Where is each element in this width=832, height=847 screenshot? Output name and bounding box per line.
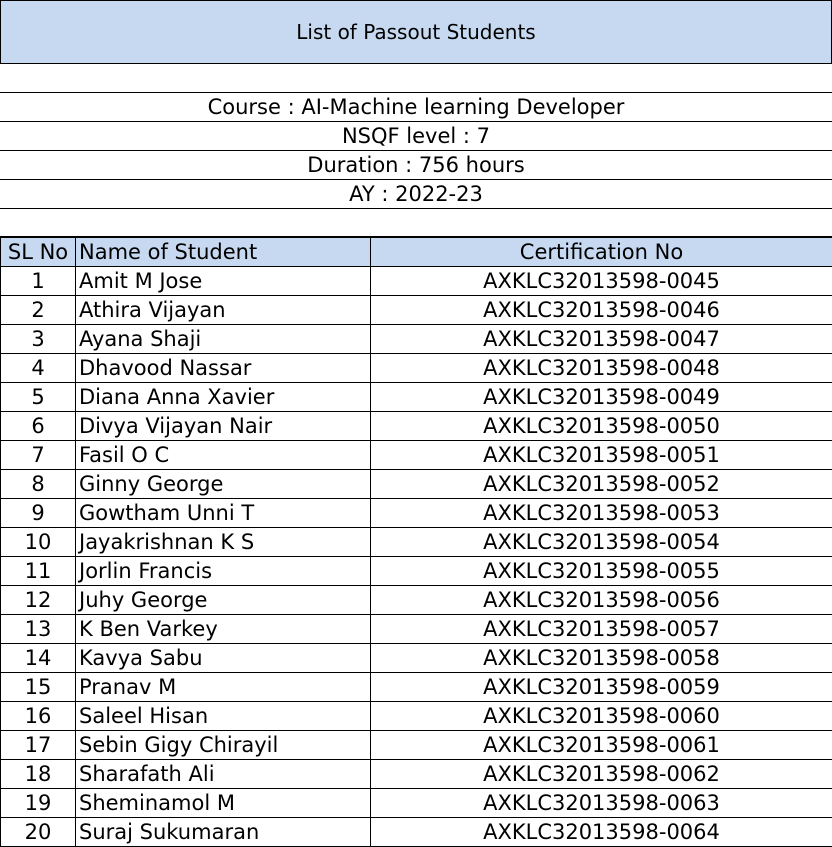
- certification-no-cell[interactable]: AXKLC32013598-0053: [371, 499, 832, 528]
- sl-no-cell[interactable]: 9: [1, 499, 76, 528]
- table-row: [1, 383, 832, 412]
- duration-cell[interactable]: [0, 151, 832, 180]
- sl-no-cell[interactable]: 4: [1, 354, 76, 383]
- students-table: [0, 237, 832, 847]
- sl-no-cell[interactable]: 17: [1, 731, 76, 760]
- page-title-cell[interactable]: [0, 0, 832, 64]
- sl-no-cell[interactable]: 15: [1, 673, 76, 702]
- table-row: [1, 615, 832, 644]
- course-text: Course : AI-Machine learning Developer: [207, 95, 625, 119]
- sl-no-cell[interactable]: 11: [1, 557, 76, 586]
- table-row: [1, 789, 832, 818]
- duration-text: Duration : 756 hours: [307, 153, 525, 177]
- table-row: [1, 528, 832, 557]
- student-name-cell[interactable]: Dhavood Nassar: [76, 354, 371, 383]
- certification-no-cell[interactable]: AXKLC32013598-0063: [371, 789, 832, 818]
- course-cell[interactable]: [0, 93, 832, 122]
- blank-row[interactable]: [0, 64, 832, 93]
- table-row: [1, 818, 832, 847]
- sl-no-cell[interactable]: 2: [1, 296, 76, 325]
- certification-no-cell[interactable]: AXKLC32013598-0055: [371, 557, 832, 586]
- header-certification-no[interactable]: Certification No: [371, 238, 832, 267]
- student-name-cell[interactable]: Sebin Gigy Chirayil: [76, 731, 371, 760]
- page-title: List of Passout Students: [296, 20, 536, 44]
- certification-no-cell[interactable]: AXKLC32013598-0052: [371, 470, 832, 499]
- sl-no-cell[interactable]: 5: [1, 383, 76, 412]
- table-row: [1, 470, 832, 499]
- header-sl-no[interactable]: SL No: [1, 238, 76, 267]
- student-name-cell[interactable]: Sharafath Ali: [76, 760, 371, 789]
- student-name-cell[interactable]: Jayakrishnan K S: [76, 528, 371, 557]
- sl-no-cell[interactable]: 6: [1, 412, 76, 441]
- sl-no-cell[interactable]: 20: [1, 818, 76, 847]
- certification-no-cell[interactable]: AXKLC32013598-0057: [371, 615, 832, 644]
- certification-no-cell[interactable]: AXKLC32013598-0047: [371, 325, 832, 354]
- table-row: [1, 354, 832, 383]
- certification-no-cell[interactable]: AXKLC32013598-0046: [371, 296, 832, 325]
- certification-no-cell[interactable]: AXKLC32013598-0064: [371, 818, 832, 847]
- table-row: [1, 702, 832, 731]
- student-name-cell[interactable]: Gowtham Unni T: [76, 499, 371, 528]
- certification-no-cell[interactable]: AXKLC32013598-0060: [371, 702, 832, 731]
- certification-no-cell[interactable]: AXKLC32013598-0048: [371, 354, 832, 383]
- certification-no-cell[interactable]: AXKLC32013598-0058: [371, 644, 832, 673]
- student-name-cell[interactable]: Sheminamol M: [76, 789, 371, 818]
- certification-no-cell[interactable]: AXKLC32013598-0062: [371, 760, 832, 789]
- academic-year-text: AY : 2022-23: [349, 182, 483, 206]
- table-row: [1, 557, 832, 586]
- certification-no-cell[interactable]: AXKLC32013598-0051: [371, 441, 832, 470]
- table-header-row: [1, 238, 832, 267]
- table-row: [1, 673, 832, 702]
- nsqf-cell[interactable]: [0, 122, 832, 151]
- student-name-cell[interactable]: Jorlin Francis: [76, 557, 371, 586]
- header-student-name[interactable]: Name of Student: [76, 238, 371, 267]
- student-name-cell[interactable]: Ayana Shaji: [76, 325, 371, 354]
- student-name-cell[interactable]: Ginny George: [76, 470, 371, 499]
- student-name-cell[interactable]: Fasil O C: [76, 441, 371, 470]
- sl-no-cell[interactable]: 1: [1, 267, 76, 296]
- sl-no-cell[interactable]: 19: [1, 789, 76, 818]
- certification-no-cell[interactable]: AXKLC32013598-0049: [371, 383, 832, 412]
- certification-no-cell[interactable]: AXKLC32013598-0059: [371, 673, 832, 702]
- student-name-cell[interactable]: Athira Vijayan: [76, 296, 371, 325]
- student-name-cell[interactable]: Diana Anna Xavier: [76, 383, 371, 412]
- table-row: [1, 267, 832, 296]
- nsqf-text: NSQF level : 7: [341, 124, 491, 148]
- table-row: [1, 760, 832, 789]
- table-row: [1, 296, 832, 325]
- certification-no-cell[interactable]: AXKLC32013598-0054: [371, 528, 832, 557]
- sl-no-cell[interactable]: 18: [1, 760, 76, 789]
- sl-no-cell[interactable]: 3: [1, 325, 76, 354]
- table-row: [1, 586, 832, 615]
- table-row: [1, 731, 832, 760]
- certification-no-cell[interactable]: AXKLC32013598-0050: [371, 412, 832, 441]
- table-row: [1, 644, 832, 673]
- certification-no-cell[interactable]: AXKLC32013598-0045: [371, 267, 832, 296]
- sl-no-cell[interactable]: 7: [1, 441, 76, 470]
- certification-no-cell[interactable]: AXKLC32013598-0056: [371, 586, 832, 615]
- student-name-cell[interactable]: Saleel Hisan: [76, 702, 371, 731]
- certification-no-cell[interactable]: AXKLC32013598-0061: [371, 731, 832, 760]
- student-name-cell[interactable]: K Ben Varkey: [76, 615, 371, 644]
- sl-no-cell[interactable]: 10: [1, 528, 76, 557]
- student-name-cell[interactable]: Suraj Sukumaran: [76, 818, 371, 847]
- sl-no-cell[interactable]: 16: [1, 702, 76, 731]
- sl-no-cell[interactable]: 12: [1, 586, 76, 615]
- table-row: [1, 441, 832, 470]
- sl-no-cell[interactable]: 13: [1, 615, 76, 644]
- student-name-cell[interactable]: Amit M Jose: [76, 267, 371, 296]
- student-name-cell[interactable]: Divya Vijayan Nair: [76, 412, 371, 441]
- student-name-cell[interactable]: Juhy George: [76, 586, 371, 615]
- blank-row[interactable]: [0, 209, 832, 237]
- student-name-cell[interactable]: Kavya Sabu: [76, 644, 371, 673]
- student-name-cell[interactable]: Pranav M: [76, 673, 371, 702]
- table-row: [1, 412, 832, 441]
- sl-no-cell[interactable]: 8: [1, 470, 76, 499]
- sl-no-cell[interactable]: 14: [1, 644, 76, 673]
- table-row: [1, 325, 832, 354]
- table-row: [1, 499, 832, 528]
- academic-year-cell[interactable]: [0, 180, 832, 209]
